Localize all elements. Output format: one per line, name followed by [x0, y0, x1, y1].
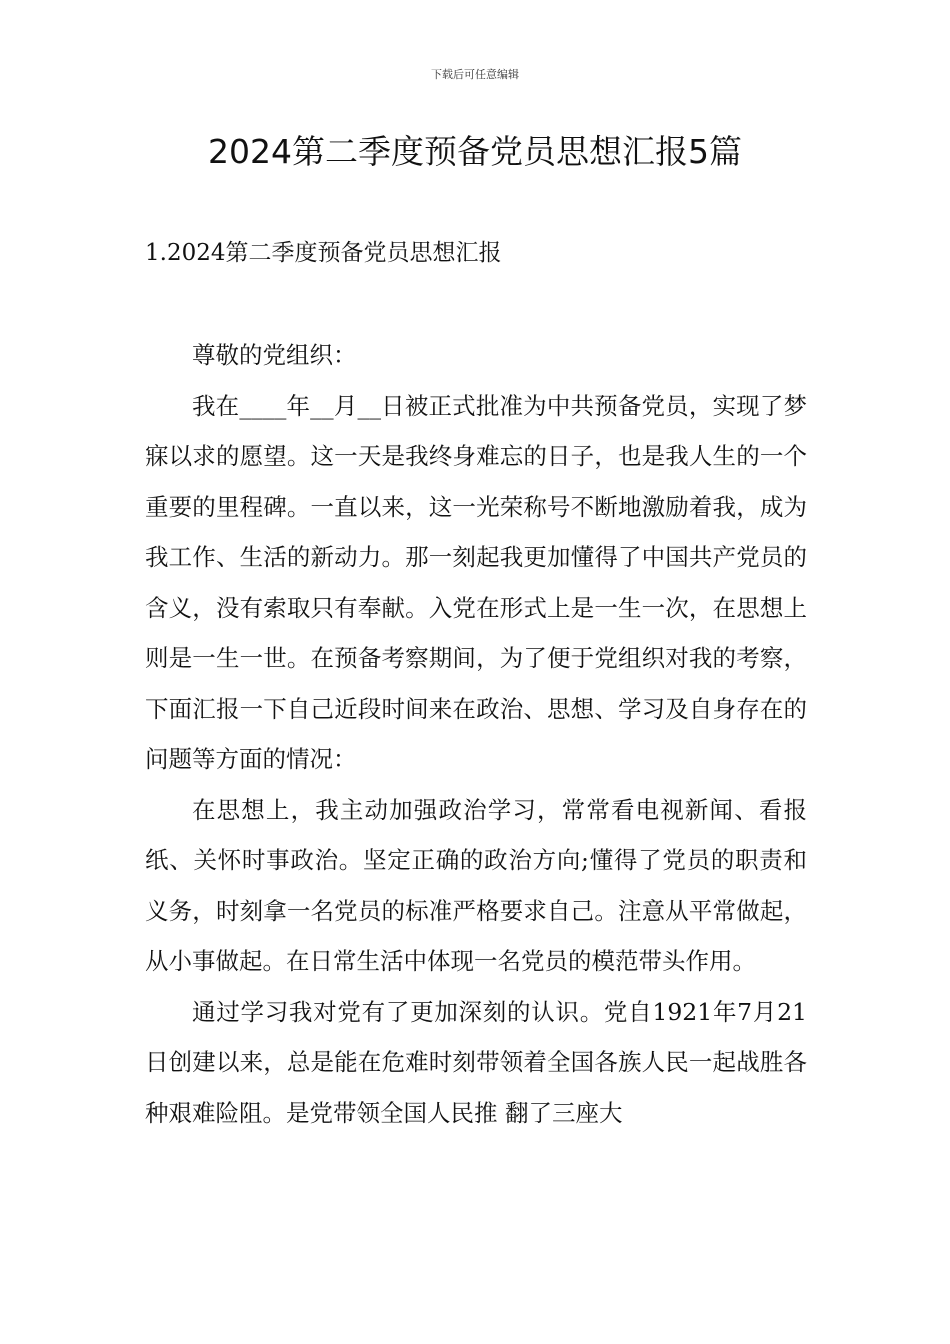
document-body [145, 330, 807, 1138]
paragraph: 我在____年__月__日被正式批准为中共预备党员，实现了梦寐以求的愿望。这一天是我终身难忘的日子，也是我人生的一个重要的里程碑。一直以来，这一光荣称号不断地激励着我，成为我工作、生活的新动力。那一刻起我更加懂得了中国共产党员的含义，没有索取只有奉献。入党在形式上是一生一次，在思想上则是一生一世。在预备考察期间，为了便于党组织对我的考察，下面汇报一下自己近段时间来在政治、思想、学习及自身存在的问题等方面的情况： [145, 391, 807, 773]
header-note: 下载后可任意编辑 [431, 68, 519, 81]
paragraph: 在思想上，我主动加强政治学习，常常看电视新闻、看报纸、关怀时事政治。坚定正确的政治方向;懂得了党员的职责和义务，时刻拿一名党员的标准严格要求自己。注意从平常做起，从小事做起。在日常生活中体现一名党员的模范带头作用。 [145, 795, 807, 975]
document-title: 2024第二季度预备党员思想汇报5篇 [208, 132, 742, 171]
section-heading: 1.2024第二季度预备党员思想汇报 [145, 240, 502, 266]
salutation: 尊敬的党组织： [192, 341, 357, 369]
paragraph: 通过学习我对党有了更加深刻的认识。党自1921年7月21日创建以来，总是能在危难时刻带领着全国各族人民一起战胜各种艰难险阻。是党带领全国人民推 翻了三座大 [145, 997, 807, 1127]
